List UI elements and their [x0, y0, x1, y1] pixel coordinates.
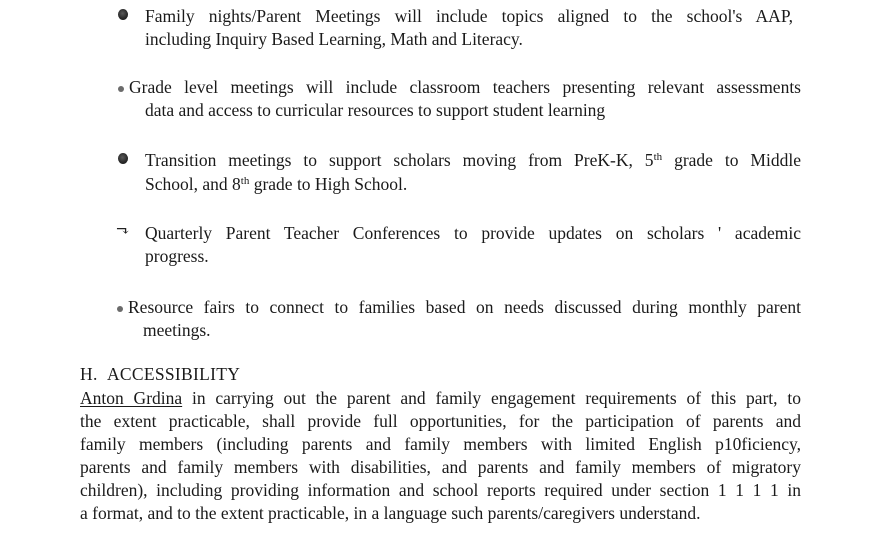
- text-segment: School, and 8: [145, 174, 241, 194]
- school-name: Anton Grdina: [80, 388, 183, 408]
- bullet-text-line: Resource fairs to connect to families based on needs discussed during monthly parent: [128, 297, 801, 317]
- bullet-text-line: progress.: [145, 246, 209, 266]
- paragraph-line: the extent practicable, shall provide full opportunities, for the participation of parents and: [80, 411, 801, 431]
- section-heading: [80, 363, 240, 386]
- paragraph-line: [80, 387, 801, 410]
- text-segment: Transition meetings to support scholars moving from PreK-K, 5: [145, 150, 654, 170]
- bullet-icon: [118, 86, 124, 92]
- bullet-text-line: including Inquiry Based Learning, Math and Literacy.: [145, 29, 523, 49]
- bullet-text-line: [145, 149, 801, 172]
- bullet-text-line: [145, 173, 801, 196]
- text-segment: grade to Middle: [662, 150, 801, 170]
- paragraph-line: family members (including parents and family members with limited English p10ficiency,: [80, 434, 801, 454]
- bullet-text-line: data and access to curricular resources to support student learning: [145, 100, 606, 120]
- bullet-icon: [118, 9, 128, 20]
- accessibility-paragraph: [80, 387, 801, 525]
- paragraph-line: a format, and to the extent practicable, in a language such parents/caregivers understand.: [80, 503, 701, 523]
- bullet-text-line: Quarterly Parent Teacher Conferences to provide updates on scholars ' academic: [145, 223, 801, 243]
- paragraph-line: parents and family members with disabilities, and parents and family members of migratory: [80, 457, 801, 477]
- bullet-icon: ⬎: [116, 223, 130, 240]
- superscript: th: [653, 151, 663, 163]
- bullet-icon: [117, 306, 123, 312]
- bullet-text-line: Family nights/Parent Meetings will include topics aligned to the school's AAP,: [145, 6, 793, 26]
- section-letter: H.: [80, 364, 98, 384]
- text-segment: grade to High School.: [249, 174, 408, 194]
- text-segment: in carrying out the parent and family engagement requirements of this part, to: [182, 388, 801, 408]
- bullet-text-line: Grade level meetings will include classroom teachers presenting relevant assessments: [129, 77, 801, 97]
- paragraph-line: children), including providing information and school reports required under section 1 1 1 1 in: [80, 480, 801, 500]
- superscript: th: [240, 175, 250, 187]
- bullet-text-line: meetings.: [143, 320, 211, 340]
- section-title: ACCESSIBILITY: [106, 364, 241, 384]
- bullet-icon: [118, 153, 128, 164]
